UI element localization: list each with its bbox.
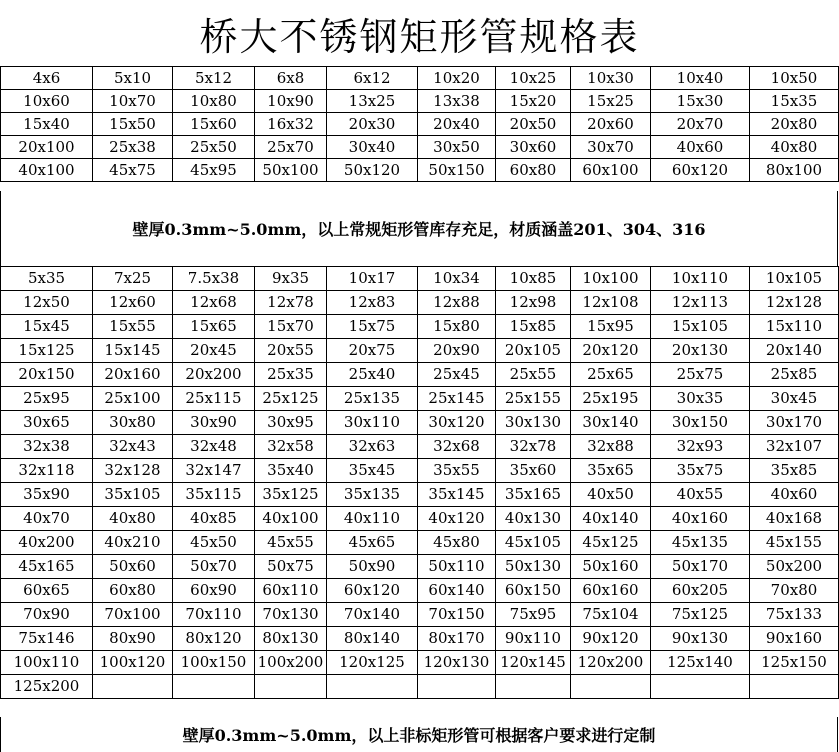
spec-cell: 15x30 [651, 90, 750, 113]
spec-cell: 40x110 [327, 507, 418, 531]
spec-cell: 30x70 [571, 136, 651, 159]
spec-cell: 70x100 [93, 603, 173, 627]
spec-cell: 32x93 [651, 435, 750, 459]
spec-cell: 30x90 [173, 411, 255, 435]
spec-cell: 125x140 [651, 651, 750, 675]
spec-cell: 30x65 [1, 411, 93, 435]
spec-cell: 50x90 [327, 555, 418, 579]
spec-cell: 20x140 [750, 339, 839, 363]
table-row [1, 435, 839, 459]
table-row [1, 651, 839, 675]
spec-cell: 60x205 [651, 579, 750, 603]
spec-cell: 35x105 [93, 483, 173, 507]
spec-cell: 125x150 [750, 651, 839, 675]
spec-cell: 20x90 [418, 339, 496, 363]
spec-cell: 7.5x38 [173, 267, 255, 291]
spec-cell: 15x105 [651, 315, 750, 339]
spec-cell: 35x165 [496, 483, 571, 507]
spec-cell: 10x60 [1, 90, 93, 113]
table-row [1, 579, 839, 603]
spec-cell: 32x118 [1, 459, 93, 483]
spec-cell: 70x130 [255, 603, 327, 627]
spec-cell: 60x120 [327, 579, 418, 603]
spec-cell: 60x120 [651, 159, 750, 182]
spec-cell: 35x60 [496, 459, 571, 483]
spec-cell: 12x60 [93, 291, 173, 315]
spec-cell: 32x78 [496, 435, 571, 459]
table-row [1, 90, 839, 113]
spec-cell: 40x80 [93, 507, 173, 531]
spec-cell: 12x83 [327, 291, 418, 315]
spec-cell: 35x45 [327, 459, 418, 483]
spec-cell: 120x145 [496, 651, 571, 675]
extended-spec-table [0, 266, 839, 699]
table-row [1, 315, 839, 339]
spec-cell: 10x70 [93, 90, 173, 113]
spec-cell: 25x38 [93, 136, 173, 159]
spec-cell: 12x98 [496, 291, 571, 315]
spec-cell: 32x107 [750, 435, 839, 459]
spec-cell: 40x210 [93, 531, 173, 555]
spec-cell [496, 675, 571, 699]
spec-cell: 60x140 [418, 579, 496, 603]
table-row [1, 339, 839, 363]
spec-cell: 40x160 [651, 507, 750, 531]
spec-cell: 15x20 [496, 90, 571, 113]
spec-cell: 20x200 [173, 363, 255, 387]
spec-cell: 10x30 [571, 67, 651, 90]
spec-cell: 90x110 [496, 627, 571, 651]
spec-cell: 125x200 [1, 675, 93, 699]
spec-cell: 25x65 [571, 363, 651, 387]
table-row [1, 675, 839, 699]
spec-cell: 60x150 [496, 579, 571, 603]
spec-cell: 40x60 [750, 483, 839, 507]
spec-cell: 7x25 [93, 267, 173, 291]
spec-cell: 25x45 [418, 363, 496, 387]
spec-cell: 30x95 [255, 411, 327, 435]
table-row [1, 507, 839, 531]
spec-cell: 16x32 [255, 113, 327, 136]
spec-cell: 120x125 [327, 651, 418, 675]
spec-cell: 100x120 [93, 651, 173, 675]
spec-cell: 35x65 [571, 459, 651, 483]
spec-cell: 32x68 [418, 435, 496, 459]
spec-cell: 35x75 [651, 459, 750, 483]
spec-cell: 25x35 [255, 363, 327, 387]
spec-cell: 10x40 [651, 67, 750, 90]
spec-cell: 20x40 [418, 113, 496, 136]
spec-cell: 80x120 [173, 627, 255, 651]
spec-cell: 12x88 [418, 291, 496, 315]
spec-cell: 30x170 [750, 411, 839, 435]
spec-cell: 13x25 [327, 90, 418, 113]
spec-cell: 80x90 [93, 627, 173, 651]
spec-cell: 20x150 [1, 363, 93, 387]
spec-cell: 120x130 [418, 651, 496, 675]
spec-cell: 35x55 [418, 459, 496, 483]
spec-cell: 25x125 [255, 387, 327, 411]
spec-cell: 35x135 [327, 483, 418, 507]
spec-cell: 40x60 [651, 136, 750, 159]
spec-cell: 35x125 [255, 483, 327, 507]
spec-cell [571, 675, 651, 699]
spec-cell: 20x70 [651, 113, 750, 136]
spec-cell: 15x35 [750, 90, 839, 113]
spec-cell: 13x38 [418, 90, 496, 113]
table-row [1, 291, 839, 315]
table-row [1, 411, 839, 435]
table-row [1, 113, 839, 136]
spec-cell: 45x50 [173, 531, 255, 555]
spec-cell: 50x150 [418, 159, 496, 182]
spec-cell: 45x165 [1, 555, 93, 579]
spec-cell: 32x58 [255, 435, 327, 459]
spec-cell: 75x146 [1, 627, 93, 651]
spec-cell: 25x75 [651, 363, 750, 387]
spec-cell: 35x85 [750, 459, 839, 483]
spec-cell: 15x70 [255, 315, 327, 339]
spec-cell: 35x90 [1, 483, 93, 507]
custom-order-note: 壁厚0.3mm~5.0mm，以上非标矩形管可根据客户要求进行定制 [0, 717, 838, 752]
table-row [1, 555, 839, 579]
standard-spec-table [0, 66, 839, 182]
spec-cell: 20x120 [571, 339, 651, 363]
spec-cell: 10x25 [496, 67, 571, 90]
spec-cell: 6x12 [327, 67, 418, 90]
spec-cell: 12x68 [173, 291, 255, 315]
spec-cell [255, 675, 327, 699]
spec-cell: 32x48 [173, 435, 255, 459]
extended-spec-rows [1, 267, 839, 699]
spec-cell: 120x200 [571, 651, 651, 675]
spec-cell [93, 675, 173, 699]
table-row [1, 136, 839, 159]
spec-cell: 40x100 [1, 159, 93, 182]
spec-cell: 40x200 [1, 531, 93, 555]
spec-cell: 90x160 [750, 627, 839, 651]
spec-cell: 90x130 [651, 627, 750, 651]
spec-cell: 10x80 [173, 90, 255, 113]
spec-cell: 20x160 [93, 363, 173, 387]
spec-cell: 40x85 [173, 507, 255, 531]
spec-cell: 25x95 [1, 387, 93, 411]
spec-cell: 60x160 [571, 579, 651, 603]
spec-cell: 50x160 [571, 555, 651, 579]
table-row [1, 531, 839, 555]
spec-cell: 15x75 [327, 315, 418, 339]
spec-cell: 25x115 [173, 387, 255, 411]
spec-cell: 45x55 [255, 531, 327, 555]
spec-cell: 15x85 [496, 315, 571, 339]
spec-cell: 20x75 [327, 339, 418, 363]
spec-cell: 25x40 [327, 363, 418, 387]
spec-cell: 45x80 [418, 531, 496, 555]
table-row [1, 459, 839, 483]
spec-cell: 70x80 [750, 579, 839, 603]
spec-cell: 15x40 [1, 113, 93, 136]
spec-cell: 30x150 [651, 411, 750, 435]
spec-cell: 30x45 [750, 387, 839, 411]
spec-cell: 50x60 [93, 555, 173, 579]
spec-cell [173, 675, 255, 699]
spec-cell: 75x125 [651, 603, 750, 627]
spec-cell: 15x60 [173, 113, 255, 136]
spec-cell: 30x120 [418, 411, 496, 435]
spec-cell: 40x140 [571, 507, 651, 531]
spec-cell: 50x70 [173, 555, 255, 579]
spec-cell: 15x55 [93, 315, 173, 339]
spec-cell: 60x100 [571, 159, 651, 182]
spec-cell: 15x110 [750, 315, 839, 339]
spec-cell: 45x105 [496, 531, 571, 555]
spec-cell: 30x40 [327, 136, 418, 159]
spec-cell: 30x80 [93, 411, 173, 435]
spec-cell: 15x145 [93, 339, 173, 363]
spec-cell: 40x70 [1, 507, 93, 531]
spec-cell: 20x45 [173, 339, 255, 363]
spec-cell: 45x125 [571, 531, 651, 555]
spec-cell: 25x100 [93, 387, 173, 411]
spec-cell: 5x10 [93, 67, 173, 90]
spec-cell: 9x35 [255, 267, 327, 291]
spec-cell: 35x40 [255, 459, 327, 483]
spec-cell: 5x12 [173, 67, 255, 90]
spec-cell: 20x100 [1, 136, 93, 159]
spec-cell: 100x110 [1, 651, 93, 675]
spec-cell: 12x78 [255, 291, 327, 315]
spec-cell: 20x30 [327, 113, 418, 136]
spec-cell: 45x65 [327, 531, 418, 555]
spec-cell: 10x34 [418, 267, 496, 291]
spec-cell [651, 675, 750, 699]
spec-cell: 60x65 [1, 579, 93, 603]
spec-cell: 50x100 [255, 159, 327, 182]
spec-cell: 20x80 [750, 113, 839, 136]
spec-cell: 45x155 [750, 531, 839, 555]
spec-cell: 15x80 [418, 315, 496, 339]
spec-cell: 15x50 [93, 113, 173, 136]
spec-cell: 25x155 [496, 387, 571, 411]
spec-cell: 80x140 [327, 627, 418, 651]
spec-cell: 75x133 [750, 603, 839, 627]
spec-cell: 32x88 [571, 435, 651, 459]
spec-cell: 50x200 [750, 555, 839, 579]
spec-cell: 10x20 [418, 67, 496, 90]
spec-cell: 20x50 [496, 113, 571, 136]
spec-cell: 12x113 [651, 291, 750, 315]
spec-cell: 30x60 [496, 136, 571, 159]
spec-cell: 12x108 [571, 291, 651, 315]
spec-cell: 100x200 [255, 651, 327, 675]
table-row [1, 267, 839, 291]
spec-cell: 60x80 [93, 579, 173, 603]
spec-cell: 50x170 [651, 555, 750, 579]
spec-cell: 40x130 [496, 507, 571, 531]
spec-cell: 32x147 [173, 459, 255, 483]
spec-cell: 35x115 [173, 483, 255, 507]
table-row [1, 483, 839, 507]
spec-cell: 75x104 [571, 603, 651, 627]
spec-cell: 10x110 [651, 267, 750, 291]
spec-cell: 20x130 [651, 339, 750, 363]
spec-cell: 10x90 [255, 90, 327, 113]
spec-cell: 12x50 [1, 291, 93, 315]
spec-cell: 70x110 [173, 603, 255, 627]
table-row [1, 67, 839, 90]
spec-cell: 80x170 [418, 627, 496, 651]
spec-cell: 40x55 [651, 483, 750, 507]
spec-cell: 32x38 [1, 435, 93, 459]
spec-cell: 50x75 [255, 555, 327, 579]
spec-cell: 10x100 [571, 267, 651, 291]
table-row [1, 627, 839, 651]
spec-cell: 15x25 [571, 90, 651, 113]
spec-cell: 100x150 [173, 651, 255, 675]
spec-cell: 32x43 [93, 435, 173, 459]
table-row [1, 387, 839, 411]
spec-cell: 30x130 [496, 411, 571, 435]
spec-cell: 40x120 [418, 507, 496, 531]
spec-cell: 40x80 [750, 136, 839, 159]
spec-cell: 45x135 [651, 531, 750, 555]
spec-cell [418, 675, 496, 699]
spec-cell: 10x17 [327, 267, 418, 291]
table-row [1, 363, 839, 387]
spec-cell: 70x90 [1, 603, 93, 627]
spec-cell: 35x145 [418, 483, 496, 507]
page-title: 桥大不锈钢矩形管规格表 [199, 14, 640, 59]
spec-cell: 50x130 [496, 555, 571, 579]
spec-cell: 40x100 [255, 507, 327, 531]
spec-cell: 25x135 [327, 387, 418, 411]
spec-cell: 5x35 [1, 267, 93, 291]
spec-cell: 30x110 [327, 411, 418, 435]
spec-cell: 90x120 [571, 627, 651, 651]
spec-cell: 20x60 [571, 113, 651, 136]
spec-cell: 30x140 [571, 411, 651, 435]
spec-cell [327, 675, 418, 699]
table-row [1, 603, 839, 627]
spec-cell: 30x35 [651, 387, 750, 411]
standard-spec-rows [1, 67, 839, 182]
spec-cell: 30x50 [418, 136, 496, 159]
spec-cell: 15x65 [173, 315, 255, 339]
spec-cell: 4x6 [1, 67, 93, 90]
spec-cell [750, 675, 839, 699]
spec-cell: 32x128 [93, 459, 173, 483]
spec-cell: 45x95 [173, 159, 255, 182]
spec-cell: 32x63 [327, 435, 418, 459]
table-row [1, 159, 839, 182]
spec-cell: 70x140 [327, 603, 418, 627]
spec-cell: 80x130 [255, 627, 327, 651]
spec-cell: 6x8 [255, 67, 327, 90]
spec-cell: 60x90 [173, 579, 255, 603]
spec-cell: 20x105 [496, 339, 571, 363]
spec-cell: 25x145 [418, 387, 496, 411]
spec-cell: 25x55 [496, 363, 571, 387]
spec-cell: 50x120 [327, 159, 418, 182]
spec-cell: 15x125 [1, 339, 93, 363]
spec-cell: 10x50 [750, 67, 839, 90]
spec-cell: 70x150 [418, 603, 496, 627]
spec-cell: 50x110 [418, 555, 496, 579]
spec-cell: 60x80 [496, 159, 571, 182]
spec-cell: 80x100 [750, 159, 839, 182]
spec-cell: 60x110 [255, 579, 327, 603]
spec-cell: 10x85 [496, 267, 571, 291]
spec-cell: 25x70 [255, 136, 327, 159]
spec-cell: 12x128 [750, 291, 839, 315]
spec-cell: 40x168 [750, 507, 839, 531]
spec-cell: 25x195 [571, 387, 651, 411]
spec-cell: 25x50 [173, 136, 255, 159]
spec-cell: 20x55 [255, 339, 327, 363]
spec-cell: 10x105 [750, 267, 839, 291]
spec-cell: 40x50 [571, 483, 651, 507]
standard-stock-note: 壁厚0.3mm~5.0mm，以上常规矩形管库存充足，材质涵盖201、304、316 [0, 191, 838, 266]
spec-cell: 15x45 [1, 315, 93, 339]
spec-cell: 75x95 [496, 603, 571, 627]
spec-cell: 25x85 [750, 363, 839, 387]
spec-cell: 45x75 [93, 159, 173, 182]
spec-cell: 15x95 [571, 315, 651, 339]
